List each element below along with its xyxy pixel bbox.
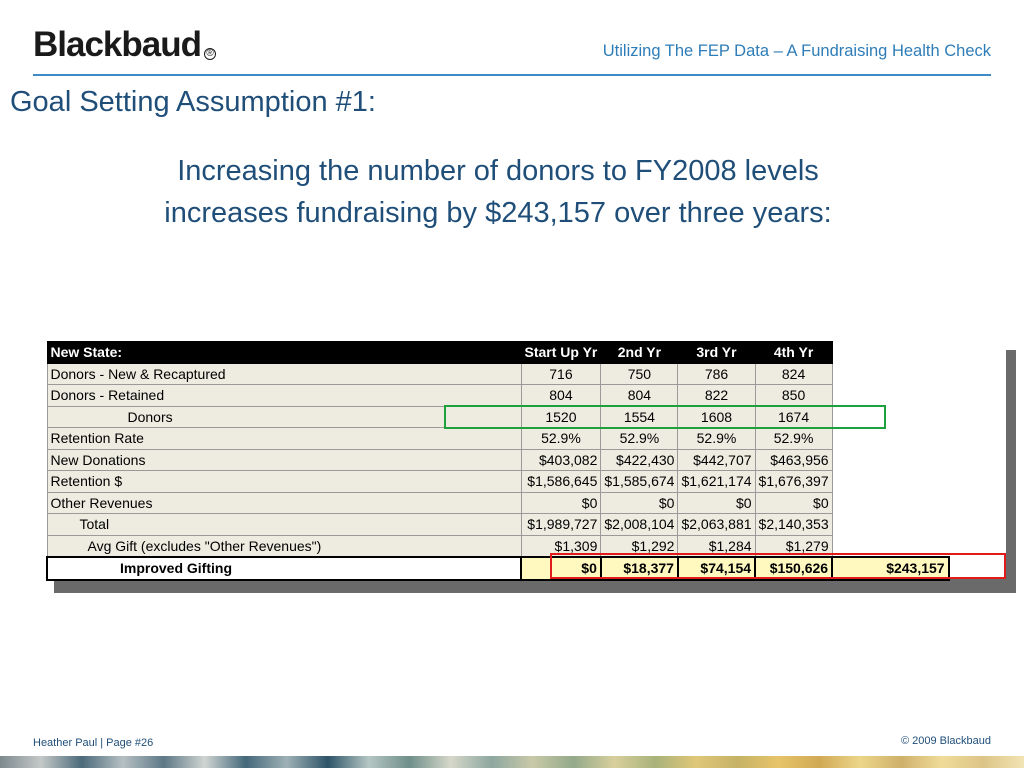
subtitle-line-1: Increasing the number of donors to FY2008 levels	[177, 155, 819, 187]
row-label: Avg Gift (excludes "Other Revenues")	[47, 535, 521, 557]
cell: $18,377	[601, 557, 678, 580]
cell: $1,585,674	[601, 471, 678, 493]
cell: $2,008,104	[601, 514, 678, 536]
row-label: Donors - Retained	[47, 385, 521, 407]
row-label: Retention Rate	[47, 428, 521, 450]
table-row	[47, 385, 949, 407]
header-start-up-yr: Start Up Yr	[521, 342, 601, 364]
cell: 786	[678, 363, 755, 385]
cell: $150,626	[755, 557, 832, 580]
header-spacer	[832, 342, 949, 364]
decorative-color-strip	[0, 756, 1024, 768]
new-state-table-container	[46, 341, 1006, 578]
table-row	[47, 514, 949, 536]
cell: $1,309	[521, 535, 601, 557]
table-row	[47, 471, 949, 493]
cell: $1,989,727	[521, 514, 601, 536]
header-2nd-yr: 2nd Yr	[601, 342, 678, 364]
cell: 1608	[678, 406, 755, 428]
row-label: Total	[47, 514, 521, 536]
cell: $442,707	[678, 449, 755, 471]
cell: 822	[678, 385, 755, 407]
cell: $2,063,881	[678, 514, 755, 536]
cell: $422,430	[601, 449, 678, 471]
slide-subtitle	[0, 150, 996, 234]
cell: 1674	[755, 406, 832, 428]
cell: 750	[601, 363, 678, 385]
table-row	[47, 363, 949, 385]
cell: $0	[521, 557, 601, 580]
cell: 1554	[601, 406, 678, 428]
header-new-state: New State:	[47, 342, 521, 364]
row-label: Other Revenues	[47, 492, 521, 514]
cell: $1,284	[678, 535, 755, 557]
cell: 1520	[521, 406, 601, 428]
cell: 52.9%	[678, 428, 755, 450]
cell: $1,621,174	[678, 471, 755, 493]
row-label: New Donations	[47, 449, 521, 471]
cell: 52.9%	[521, 428, 601, 450]
header-4th-yr: 4th Yr	[755, 342, 832, 364]
table-row	[47, 406, 949, 428]
table-row	[47, 535, 949, 557]
registered-mark: ®	[204, 48, 216, 60]
improved-gifting-label: Improved Gifting	[47, 557, 521, 580]
cell: 716	[521, 363, 601, 385]
improved-gifting-total: $243,157	[832, 557, 949, 580]
footer-author-page: Heather Paul | Page #26	[33, 737, 154, 749]
table-row	[47, 492, 949, 514]
cell: $1,676,397	[755, 471, 832, 493]
cell: 804	[521, 385, 601, 407]
cell: $0	[601, 492, 678, 514]
table-row	[47, 428, 949, 450]
cell: 850	[755, 385, 832, 407]
slide-heading: Goal Setting Assumption #1:	[10, 86, 376, 118]
cell: $463,956	[755, 449, 832, 471]
table-row	[47, 449, 949, 471]
blackbaud-logo	[33, 25, 216, 65]
cell: $0	[521, 492, 601, 514]
cell: $403,082	[521, 449, 601, 471]
row-label: Retention $	[47, 471, 521, 493]
improved-gifting-row	[47, 557, 949, 580]
cell: $2,140,353	[755, 514, 832, 536]
footer-copyright: © 2009 Blackbaud	[900, 735, 991, 747]
cell: 804	[601, 385, 678, 407]
subtitle-line-2: increases fundraising by $243,157 over three years:	[164, 197, 832, 229]
cell: $74,154	[678, 557, 755, 580]
cell: $0	[678, 492, 755, 514]
cell: $0	[755, 492, 832, 514]
header-divider	[33, 74, 991, 76]
cell: 52.9%	[601, 428, 678, 450]
row-label: Donors - New & Recaptured	[47, 363, 521, 385]
header-3rd-yr: 3rd Yr	[678, 342, 755, 364]
logo-text: Blackbaud	[33, 25, 201, 64]
cell: $1,292	[601, 535, 678, 557]
cell: 52.9%	[755, 428, 832, 450]
row-label: Donors	[47, 406, 521, 428]
cell: $1,279	[755, 535, 832, 557]
cell: $1,586,645	[521, 471, 601, 493]
cell: 824	[755, 363, 832, 385]
header-title: Utilizing The FEP Data – A Fundraising Health Check	[602, 42, 991, 60]
new-state-table	[46, 341, 950, 581]
table-header-row	[47, 342, 949, 364]
